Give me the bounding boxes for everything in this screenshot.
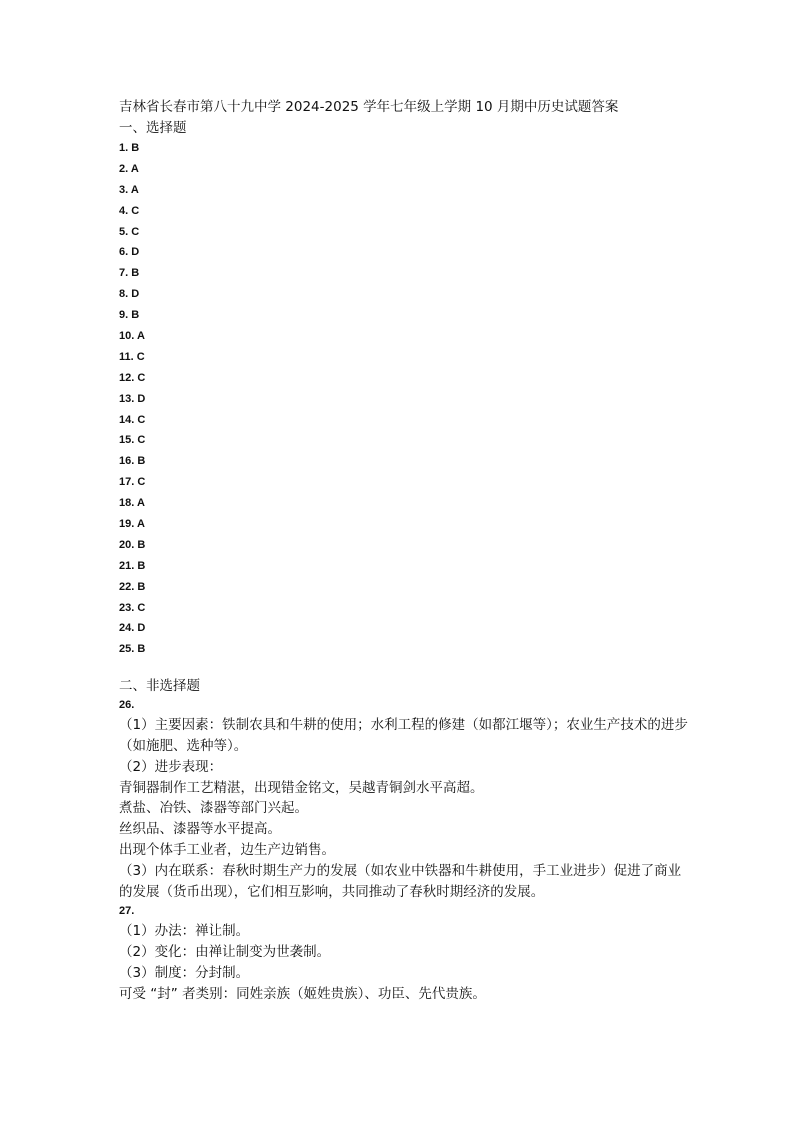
answer-item <box>119 451 689 472</box>
answer-number: 8 . <box>119 288 131 300</box>
answer-number: 24 . <box>119 622 137 634</box>
answer-number: 3 . <box>119 184 131 196</box>
answer-choice: A <box>130 162 139 175</box>
answer-choice: B <box>131 267 140 280</box>
answer-item <box>119 326 689 347</box>
q27-answer-3: （3）制度：分封制。 <box>119 965 250 982</box>
q26-answer-2-heading: （2）进步表现： <box>119 758 223 775</box>
answer-number: 25 . <box>119 643 137 655</box>
answer-item <box>119 347 689 368</box>
q26-answer-2-item: 出现个体手工业者，边生产边销售。 <box>119 842 335 859</box>
question-26-number: 26. <box>119 699 135 712</box>
answer-item <box>119 577 689 598</box>
document-page <box>119 96 689 1005</box>
answer-number: 16 . <box>119 455 137 467</box>
answer-item <box>119 618 689 639</box>
answer-item <box>119 535 689 556</box>
answer-item <box>119 138 689 159</box>
answer-number: 15 . <box>119 434 137 446</box>
answer-item <box>119 305 689 326</box>
answer-number: 17 . <box>119 476 137 488</box>
q26-answer-2-item: 丝织品、漆器等水平提高。 <box>119 821 281 838</box>
answer-item <box>119 430 689 451</box>
answer-choice: D <box>137 622 146 635</box>
answer-number: 12 . <box>119 372 137 384</box>
answer-choice: B <box>137 559 146 572</box>
answer-choice: B <box>137 538 146 551</box>
answer-choice: C <box>137 601 146 614</box>
answer-number: 23 . <box>119 602 137 614</box>
question-27-number: 27. <box>119 905 135 918</box>
q27-answer-2: （2）变化：由禅让制变为世袭制。 <box>119 944 331 961</box>
section-1-heading: 一、选择题 <box>119 120 187 136</box>
answer-choice: C <box>137 371 146 384</box>
answer-item <box>119 368 689 389</box>
answer-item <box>119 472 689 493</box>
answer-number: 2 . <box>119 163 131 175</box>
answer-item <box>119 159 689 180</box>
answer-item <box>119 263 689 284</box>
answer-choice: D <box>131 246 140 259</box>
answer-number: 19 . <box>119 518 137 530</box>
answer-item <box>119 389 689 410</box>
q26-answer-3: （3）内在联系：春秋时期生产力的发展（如农业中铁器和牛耕使用，手工业进步）促进了商业的发展（货币出现），它们相互影响，共同推动了春秋时期经济的发展。 <box>119 862 682 900</box>
answer-number: 13 . <box>119 393 137 405</box>
answer-item <box>119 284 689 305</box>
answer-choice: B <box>137 580 146 593</box>
answer-choice: A <box>130 183 139 196</box>
answer-list <box>119 138 689 660</box>
answer-item <box>119 598 689 619</box>
answer-choice: C <box>136 350 145 363</box>
section-2-heading: 二、非选择题 <box>119 678 200 695</box>
answer-choice: D <box>131 288 140 301</box>
answer-number: 21 . <box>119 560 137 572</box>
answer-item <box>119 639 689 660</box>
answer-choice: C <box>137 476 146 489</box>
answer-item <box>119 222 689 243</box>
answer-item <box>119 242 689 263</box>
answer-number: 1 . <box>119 142 131 154</box>
answer-item <box>119 514 689 535</box>
answer-choice: B <box>131 142 140 154</box>
answer-number: 6 . <box>119 246 131 258</box>
q27-answer-3-detail: 可受 “封” 者类别：同姓亲族（姬姓贵族）、功臣、先代贵族。 <box>119 985 486 1002</box>
answer-number: 9 . <box>119 309 131 321</box>
answer-number: 18 . <box>119 497 137 509</box>
q26-answer-2-item: 煮盐、冶铁、漆器等部门兴起。 <box>119 800 308 817</box>
answer-number: 14 . <box>119 414 137 426</box>
answer-choice: A <box>136 497 145 510</box>
answer-choice: B <box>137 455 146 468</box>
answer-choice: C <box>137 434 146 447</box>
answer-item <box>119 180 689 201</box>
answer-choice: C <box>131 204 140 217</box>
answer-item <box>119 556 689 577</box>
answer-number: 22 . <box>119 581 137 593</box>
q26-answer-1: （1）主要因素：铁制农具和牛耕的使用；水利工程的修建（如都江堰等）；农业生产技术的进步（如施肥、选种等）。 <box>119 717 688 755</box>
answer-item <box>119 493 689 514</box>
answer-item <box>119 410 689 431</box>
answer-choice: A <box>136 518 145 531</box>
document-title: 吉林省长春市第八十九中学 2024-2025 学年七年级上学期 10 月期中历史试题答案 <box>119 99 619 115</box>
answer-choice: D <box>137 392 146 405</box>
q26-answer-2-item: 青铜器制作工艺精湛，出现错金铭文，吴越青铜剑水平高超。 <box>119 779 484 796</box>
answer-choice: C <box>131 225 140 238</box>
answer-choice: C <box>137 413 146 426</box>
answer-number: 4 . <box>119 205 131 217</box>
answer-choice: A <box>136 330 145 343</box>
q27-answer-1: （1）办法：禅让制。 <box>119 923 250 940</box>
answer-item <box>119 201 689 222</box>
answer-number: 5 . <box>119 226 131 238</box>
answer-choice: B <box>131 309 140 322</box>
answer-choice: B <box>137 643 146 656</box>
answer-number: 11 . <box>119 351 137 363</box>
answer-number: 7 . <box>119 267 131 279</box>
answer-number: 20 . <box>119 539 137 551</box>
answer-number: 10 . <box>119 330 137 342</box>
